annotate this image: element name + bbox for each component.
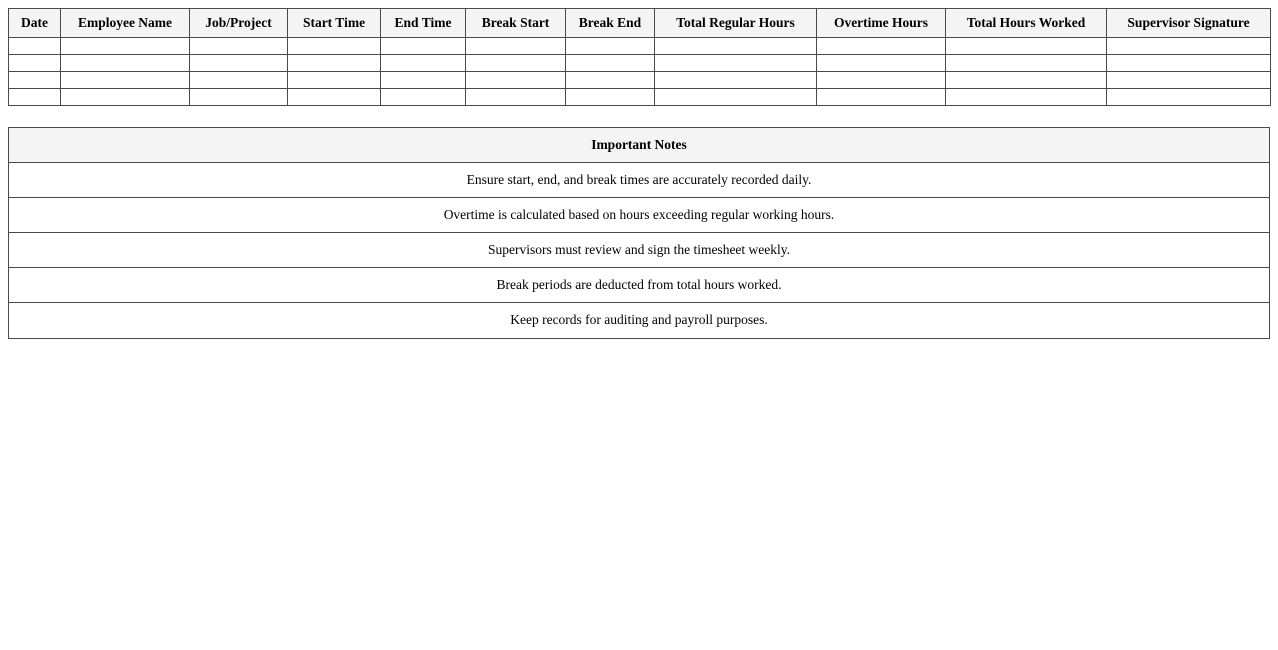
note-row [9, 197, 1270, 232]
timesheet-entry-cell[interactable] [190, 88, 288, 105]
important-notes-header [9, 127, 1270, 162]
important-notes-header-row [9, 127, 1270, 162]
timesheet-entry-cell[interactable] [946, 37, 1107, 54]
timesheet-entry-cell[interactable] [1107, 71, 1271, 88]
timesheet-header-row [9, 9, 1271, 38]
note-item: Supervisors must review and sign the timesheet weekly. [9, 233, 1270, 268]
timesheet-entry-cell[interactable] [61, 88, 190, 105]
timesheet-entry-cell[interactable] [655, 88, 817, 105]
note-item: Ensure start, end, and break times are accurately recorded daily. [9, 162, 1270, 197]
timesheet-entry-cell[interactable] [655, 71, 817, 88]
timesheet-entry-cell[interactable] [655, 54, 817, 71]
note-item: Overtime is calculated based on hours exceeding regular working hours. [9, 197, 1270, 232]
timesheet-header [9, 9, 1271, 38]
table-row [9, 71, 1271, 88]
timesheet-column-header: Supervisor Signature [1107, 9, 1271, 38]
note-row [9, 303, 1270, 338]
timesheet-entry-cell[interactable] [190, 37, 288, 54]
timesheet-column-header: Job/Project [190, 9, 288, 38]
note-item: Keep records for auditing and payroll purposes. [9, 303, 1270, 338]
timesheet-entry-cell[interactable] [946, 88, 1107, 105]
note-row [9, 268, 1270, 303]
note-row [9, 162, 1270, 197]
timesheet-entry-cell[interactable] [946, 71, 1107, 88]
timesheet-column-header: Start Time [288, 9, 381, 38]
timesheet-entry-cell[interactable] [1107, 88, 1271, 105]
important-notes-section [8, 127, 1270, 339]
timesheet-entry-cell[interactable] [655, 37, 817, 54]
timesheet-entry-cell[interactable] [9, 54, 61, 71]
timesheet-entry-cell[interactable] [1107, 54, 1271, 71]
timesheet-entry-cell[interactable] [61, 54, 190, 71]
timesheet-entry-cell[interactable] [288, 54, 381, 71]
timesheet-column-header: Employee Name [61, 9, 190, 38]
note-row [9, 233, 1270, 268]
timesheet-column-header: End Time [381, 9, 466, 38]
timesheet-column-header: Break End [566, 9, 655, 38]
timesheet-entry-cell[interactable] [566, 71, 655, 88]
timesheet-entry-cell[interactable] [817, 88, 946, 105]
timesheet-entry-cell[interactable] [288, 37, 381, 54]
important-notes-table [8, 127, 1270, 339]
timesheet-entry-cell[interactable] [466, 54, 566, 71]
timesheet-entry-cell[interactable] [566, 37, 655, 54]
timesheet-entry-cell[interactable] [9, 37, 61, 54]
timesheet-entry-cell[interactable] [381, 71, 466, 88]
timesheet-column-header: Total Hours Worked [946, 9, 1107, 38]
table-row [9, 88, 1271, 105]
timesheet-table [8, 8, 1271, 106]
timesheet-entry-cell[interactable] [566, 54, 655, 71]
timesheet-entry-cell[interactable] [817, 37, 946, 54]
timesheet-entry-cell[interactable] [466, 88, 566, 105]
timesheet-entry-cell[interactable] [61, 71, 190, 88]
important-notes-body [9, 162, 1270, 338]
timesheet-entry-cell[interactable] [1107, 37, 1271, 54]
timesheet-entry-cell[interactable] [466, 71, 566, 88]
timesheet-column-header: Total Regular Hours [655, 9, 817, 38]
timesheet-entry-cell[interactable] [566, 88, 655, 105]
timesheet-entry-cell[interactable] [466, 37, 566, 54]
timesheet-column-header: Date [9, 9, 61, 38]
timesheet-entry-cell[interactable] [288, 88, 381, 105]
timesheet-entry-cell[interactable] [817, 71, 946, 88]
timesheet-entry-cell[interactable] [381, 88, 466, 105]
important-notes-title: Important Notes [9, 127, 1270, 162]
timesheet-entry-cell[interactable] [9, 88, 61, 105]
timesheet-column-header: Overtime Hours [817, 9, 946, 38]
timesheet-entry-cell[interactable] [381, 37, 466, 54]
timesheet-body [9, 37, 1271, 105]
timesheet-entry-cell[interactable] [9, 71, 61, 88]
timesheet-entry-cell[interactable] [817, 54, 946, 71]
timesheet-column-header: Break Start [466, 9, 566, 38]
table-row [9, 54, 1271, 71]
table-row [9, 37, 1271, 54]
note-item: Break periods are deducted from total hours worked. [9, 268, 1270, 303]
timesheet-entry-cell[interactable] [61, 37, 190, 54]
timesheet-entry-cell[interactable] [190, 71, 288, 88]
timesheet-entry-cell[interactable] [946, 54, 1107, 71]
timesheet-entry-cell[interactable] [288, 71, 381, 88]
timesheet-entry-cell[interactable] [381, 54, 466, 71]
timesheet-entry-cell[interactable] [190, 54, 288, 71]
